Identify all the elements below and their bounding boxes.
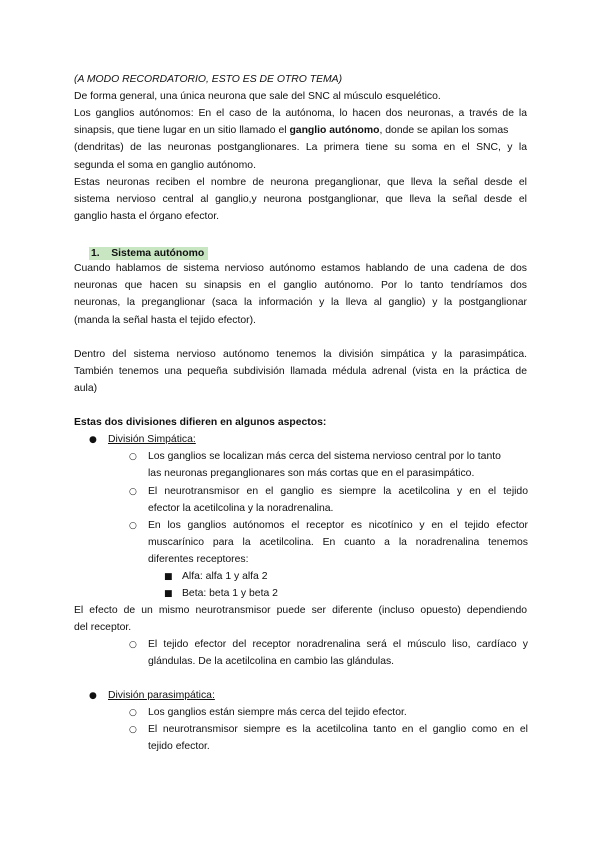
- diff-heading: Estas dos divisiones difieren en algunos aspectos:: [74, 417, 327, 428]
- bullet-receptor-beta: ■: [164, 589, 173, 599]
- section-title: Sistema autónomo: [111, 248, 205, 259]
- parasimpatica-title: División parasimpática:: [108, 690, 215, 701]
- bullet-parasimpatica: ●: [89, 691, 97, 701]
- intro-line: De forma general, una única neurona que sale del SNC al músculo esquelético.: [74, 91, 441, 102]
- ganglio-autonomo-term: ganglio autónomo: [289, 125, 380, 137]
- intro-paragraph-ganglios: Los ganglios autónomos: En el caso de la autónoma, lo hacen dos neuronas, a través de la sinapsis, que tiene lugar en un sitio llamado el ganglio autónomo, donde se apilan los somas (dendritas) de las neuronas postganglionares. La primera tiene su soma en el SNC, y la segunda el soma en ganglio autónomo.: [74, 108, 527, 171]
- efecto-paragraph: El efecto de un mismo neurotransmisor puede ser diferente (incluso opuesto) dependiendo del receptor.: [74, 605, 527, 634]
- parasimpatica-item-1: Los ganglios están siempre más cerca del tejido efector.: [148, 707, 407, 718]
- simpatica-item-1: Los ganglios se localizan más cerca del sistema nervioso central por lo tanto las neuronas preganglionares son más cortas que en el parasimpático.: [148, 451, 501, 480]
- simpatica-item-3: En los ganglios autónomos el receptor es nicotínico y en el tejido efector muscarínico para la acetilcolina. En cuanto a la noradrenalina tenemos diferentes receptores:: [148, 520, 528, 566]
- efecto-item: El tejido efector del receptor noradrenalina será el músculo liso, cardíaco y glándulas. De la acetilcolina en cambio las glándulas.: [148, 639, 528, 668]
- section-paragraph-divisiones: Dentro del sistema nervioso autónomo tenemos la división simpática y la parasimpática. También tenemos una pequeña subdivisión llamada médula adrenal (vista en la práctica de aula): [74, 349, 527, 395]
- bullet-simpatica: ●: [89, 435, 97, 445]
- section-paragraph-cadena: Cuando hablamos de sistema nervioso autónomo estamos hablando de una cadena de dos neuronas que hacen su sinapsis en el ganglio autónomo. Por lo tanto tendríamos dos neuronas, la preganglionar (saca la información y la lleva al ganglio) y la postganglionar (manda la señal hasta el tejido efector).: [74, 263, 527, 326]
- bullet-efecto: ○: [129, 640, 137, 650]
- bullet-simp-3: ○: [129, 521, 137, 531]
- recordatorio-note: (A MODO RECORDATORIO, ESTO ES DE OTRO TEMA): [74, 74, 343, 85]
- simpatica-item-2: El neurotransmisor en el ganglio es siempre la acetilcolina y en el tejido efector la acetilcolina y la noradrenalina.: [148, 486, 528, 515]
- intro-paragraph-neuronas: Estas neuronas reciben el nombre de neurona preganglionar, que lleva la señal desde el sistema nervioso central al ganglio,y neurona postganglionar, que lleva la señal desde el ganglio hasta el órgano efector.: [74, 177, 527, 223]
- parasimpatica-item-2: El neurotransmisor siempre es la acetilcolina tanto en el ganglio como en el tejido efector.: [148, 724, 528, 753]
- section-number: 1.: [91, 248, 100, 259]
- bullet-receptor-alfa: ■: [164, 572, 173, 582]
- receptor-alfa: Alfa: alfa 1 y alfa 2: [182, 571, 268, 582]
- simpatica-title: División Simpática:: [108, 434, 196, 445]
- bullet-para-2: ○: [129, 725, 137, 735]
- bullet-simp-1: ○: [129, 452, 137, 462]
- receptor-beta: Beta: beta 1 y beta 2: [182, 588, 278, 599]
- bullet-para-1: ○: [129, 708, 137, 718]
- bullet-simp-2: ○: [129, 487, 137, 497]
